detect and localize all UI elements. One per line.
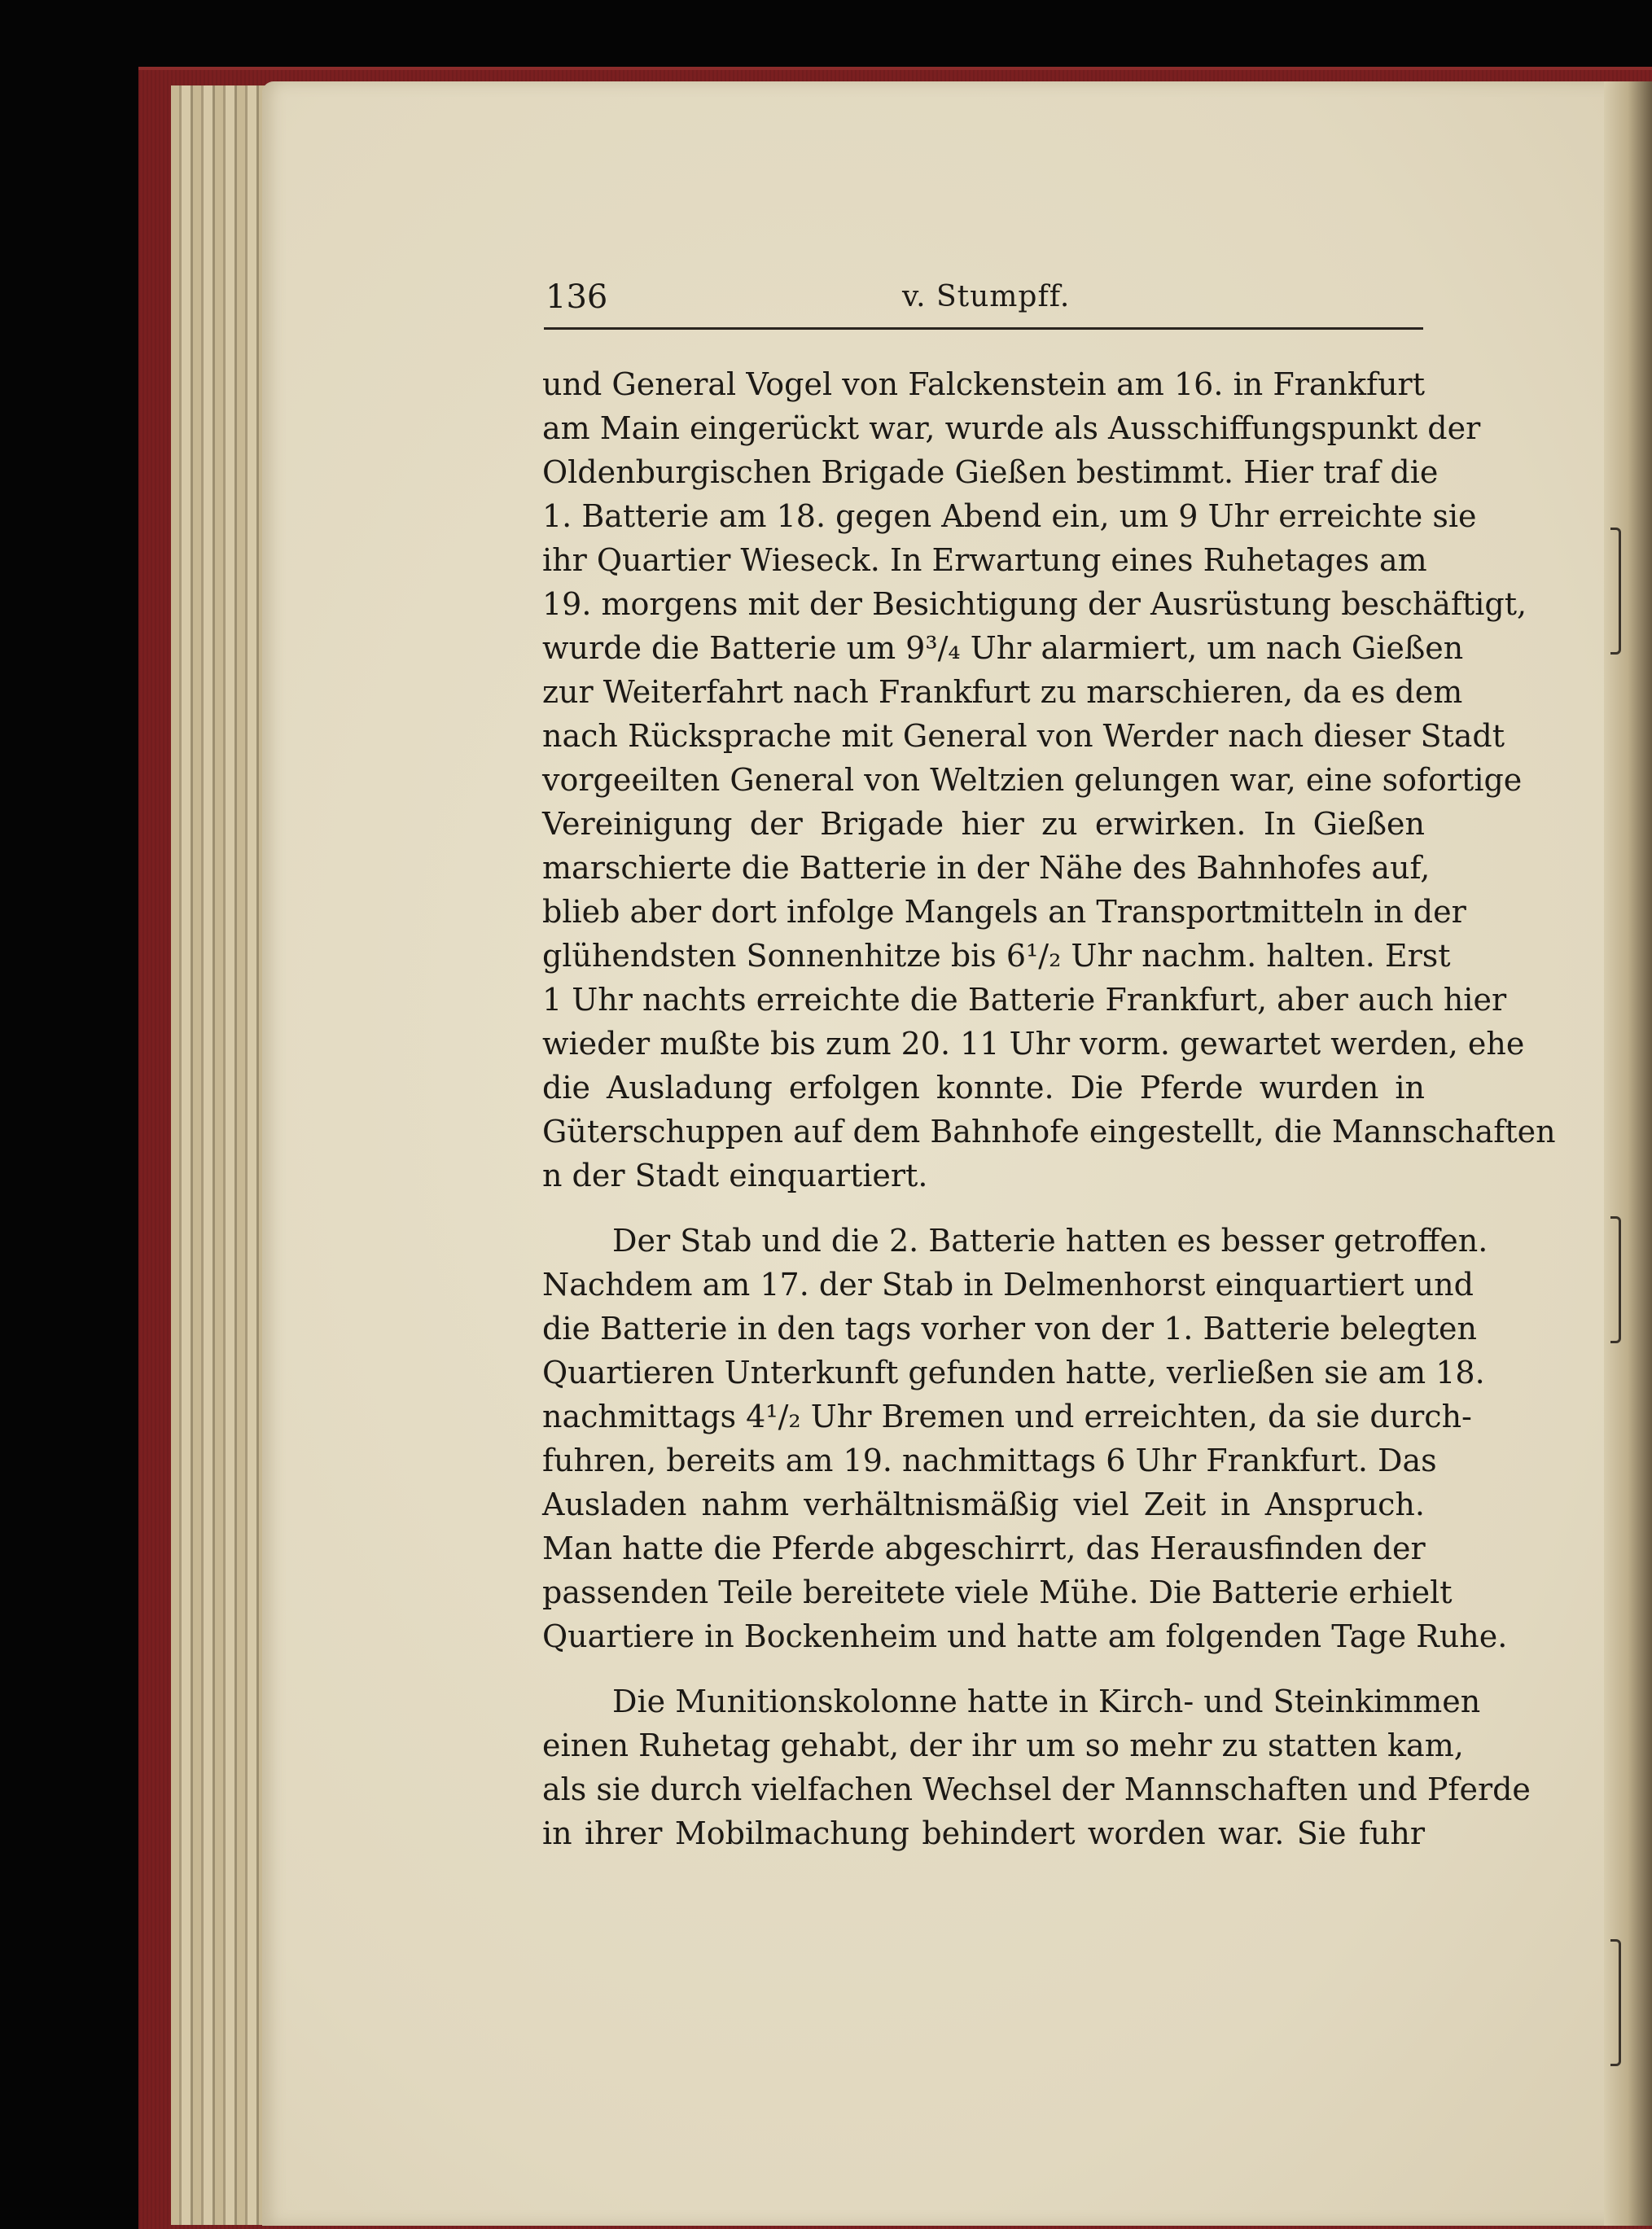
text-line: Man hatte die Pferde abgeschirrt, das Herausfinden der: [542, 1531, 1426, 1566]
running-head: [544, 277, 1423, 330]
text-line: 1. Batterie am 18. gegen Abend ein, um 9 Uhr erreichte sie: [542, 498, 1477, 534]
paragraph: [542, 1219, 1508, 1658]
text-line: Ausladen nahm verhältnismäßig viel Zeit in Anspruch.: [542, 1487, 1425, 1522]
text-line: als sie durch vielfachen Wechsel der Mannschaften und Pferde: [542, 1771, 1531, 1807]
page-number: 136: [546, 278, 608, 316]
text-line: blieb aber dort infolge Mangels an Transportmitteln in der: [542, 894, 1466, 930]
text-line: Quartieren Unterkunft gefunden hatte, verließen sie am 18.: [542, 1355, 1485, 1390]
running-title: v. Stumpff.: [902, 280, 1071, 313]
text-line: ihr Quartier Wieseck. In Erwartung eines Ruhetages am: [542, 542, 1427, 578]
binding-stitch: [1610, 1216, 1621, 1343]
paragraph: [542, 362, 1556, 1198]
text-line: zur Weiterfahrt nach Frankfurt zu marschieren, da es dem: [542, 674, 1463, 710]
text-line: Güterschuppen auf dem Bahnhofe eingestellt, die Mannschaften: [542, 1114, 1556, 1150]
text-line: wieder mußte bis zum 20. 11 Uhr vorm. gewartet werden, ehe: [542, 1026, 1525, 1062]
text-line: die Ausladung erfolgen konnte. Die Pferde wurden in: [542, 1070, 1425, 1106]
text-line: n der Stadt einquartiert.: [542, 1158, 928, 1193]
text-line: nach Rücksprache mit General von Werder nach dieser Stadt: [542, 718, 1505, 754]
text-line: Der Stab und die 2. Batterie hatten es besser getroffen.: [612, 1223, 1488, 1259]
binding-stitch: [1610, 528, 1621, 655]
text-line: die Batterie in den tags vorher von der 1. Batterie belegten: [542, 1311, 1477, 1347]
text-line: Quartiere in Bockenheim und hatte am folgenden Tage Ruhe.: [542, 1618, 1508, 1654]
binding-stitch: [1610, 1939, 1621, 2066]
text-line: einen Ruhetag gehabt, der ihr um so mehr zu statten kam,: [542, 1728, 1464, 1763]
text-line: marschierte die Batterie in der Nähe des Bahnhofes auf,: [542, 850, 1431, 886]
text-line: Vereinigung der Brigade hier zu erwirken. In Gießen: [542, 806, 1425, 842]
text-line: nachmittags 4¹/₂ Uhr Bremen und erreichten, da sie durch-: [542, 1399, 1472, 1434]
text-line: und General Vogel von Falckenstein am 16. in Frankfurt: [542, 366, 1425, 402]
text-line: 1 Uhr nachts erreichte die Batterie Frankfurt, aber auch hier: [542, 982, 1507, 1018]
paragraph-spacer: [542, 1198, 1425, 1219]
text-line: 19. morgens mit der Besichtigung der Ausrüstung beschäftigt,: [542, 586, 1527, 622]
text-line: Oldenburgischen Brigade Gießen bestimmt. Hier traf die: [542, 454, 1439, 490]
text-line: Nachdem am 17. der Stab in Delmenhorst einquartiert und: [542, 1267, 1474, 1303]
text-line: wurde die Batterie um 9³/₄ Uhr alarmiert, um nach Gießen: [542, 630, 1464, 666]
page-edges: [171, 85, 277, 2225]
paragraph: [542, 1679, 1531, 1855]
text-line: fuhren, bereits am 19. nachmittags 6 Uhr Frankfurt. Das: [542, 1443, 1437, 1478]
paragraph-spacer: [542, 1658, 1425, 1679]
body-text: [542, 362, 1556, 1855]
text-line: passenden Teile bereitete viele Mühe. Die Batterie erhielt: [542, 1574, 1453, 1610]
text-line: vorgeeilten General von Weltzien gelungen war, eine sofortige: [542, 762, 1523, 798]
text-line: glühendsten Sonnenhitze bis 6¹/₂ Uhr nachm. halten. Erst: [542, 938, 1451, 974]
page-gutter: [1604, 81, 1652, 2226]
text-line: Die Munitionskolonne hatte in Kirch- und Steinkimmen: [612, 1684, 1481, 1719]
text-line: am Main eingerückt war, wurde als Ausschiffungspunkt der: [542, 410, 1481, 446]
text-line: in ihrer Mobilmachung behindert worden war. Sie fuhr: [542, 1815, 1425, 1851]
